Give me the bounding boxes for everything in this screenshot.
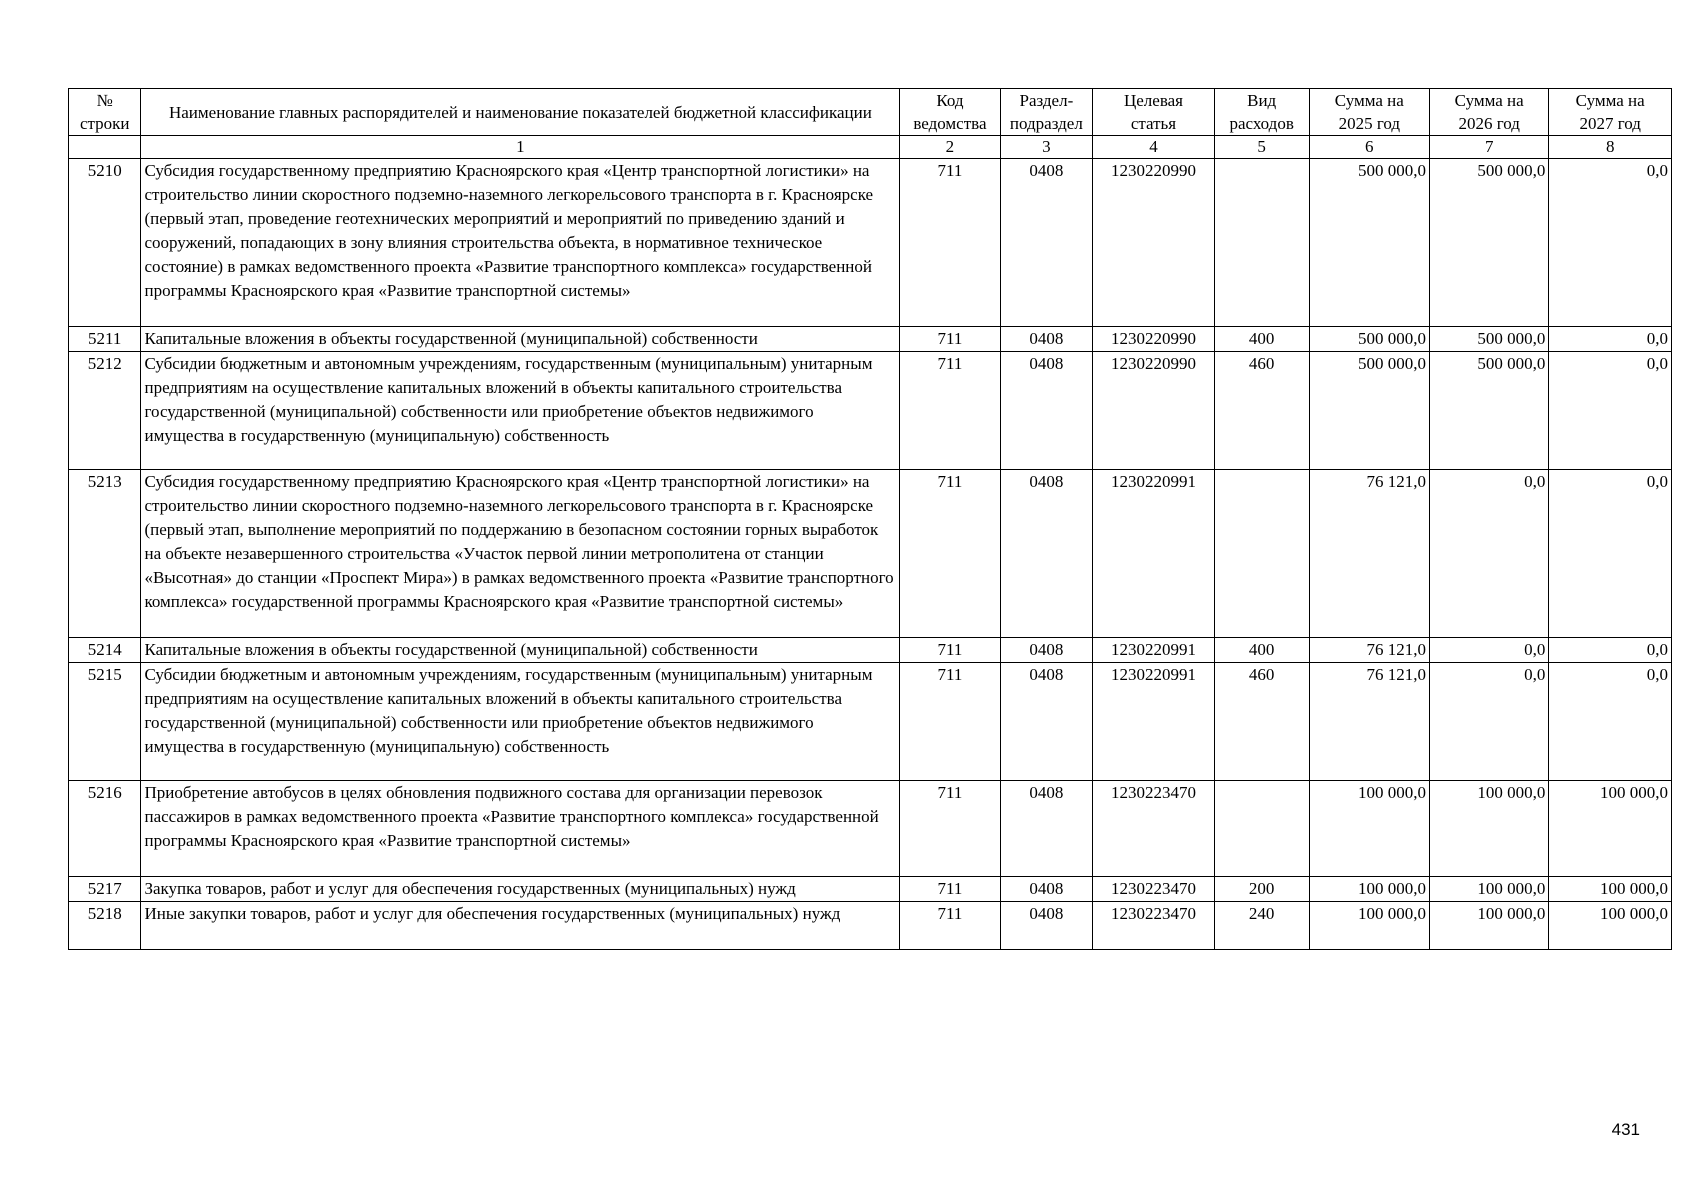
sum-2026: 100 000,0 bbox=[1430, 877, 1549, 902]
dept-code: 711 bbox=[900, 877, 1000, 902]
table-row bbox=[69, 781, 1672, 877]
target-article: 1230220990 bbox=[1093, 352, 1215, 470]
target-article: 1230223470 bbox=[1093, 877, 1215, 902]
section-code: 0408 bbox=[1000, 159, 1093, 327]
budget-table bbox=[68, 88, 1672, 950]
sum-2025: 500 000,0 bbox=[1309, 327, 1429, 352]
row-name: Субсидия государственному предприятию Красноярского края «Центр транспортной логистики» на строительство линии скоростного подземно-наземного легкорельсового транспорта в г. Красноярске (первый этап, проведение геотехнических мероприятий и мероприятий по приведению зданий и сооружений, попадающих в зону влияния строительства объекта, в нормативное техническое состояние) в рамках ведомственного проекта «Развитие транспортного комплекса» государственной программы Красноярского края «Развитие транспортной системы» bbox=[141, 159, 900, 327]
dept-code: 711 bbox=[900, 352, 1000, 470]
sum-2026: 500 000,0 bbox=[1430, 159, 1549, 327]
dept-code: 711 bbox=[900, 663, 1000, 781]
row-number: 5217 bbox=[69, 877, 141, 902]
row-name: Иные закупки товаров, работ и услуг для обеспечения государственных (муниципальных) нужд bbox=[141, 902, 900, 950]
header-target-article: Целевая статья bbox=[1093, 89, 1215, 136]
column-number: 7 bbox=[1430, 136, 1549, 159]
header-sum-2026: Сумма на 2026 год bbox=[1430, 89, 1549, 136]
column-number: 1 bbox=[141, 136, 900, 159]
sum-2027: 0,0 bbox=[1549, 663, 1672, 781]
sum-2026: 0,0 bbox=[1430, 663, 1549, 781]
target-article: 1230223470 bbox=[1093, 781, 1215, 877]
expense-type: 460 bbox=[1214, 352, 1309, 470]
target-article: 1230220991 bbox=[1093, 663, 1215, 781]
section-code: 0408 bbox=[1000, 781, 1093, 877]
header-name: Наименование главных распорядителей и наименование показателей бюджетной классификации bbox=[141, 89, 900, 136]
target-article: 1230223470 bbox=[1093, 902, 1215, 950]
row-number: 5210 bbox=[69, 159, 141, 327]
row-name: Приобретение автобусов в целях обновления подвижного состава для организации перевозок пассажиров в рамках ведомственного проекта «Развитие транспортного комплекса» государственной программы Красноярского края «Развитие транспортной системы» bbox=[141, 781, 900, 877]
sum-2025: 76 121,0 bbox=[1309, 470, 1429, 638]
sum-2026: 100 000,0 bbox=[1430, 902, 1549, 950]
sum-2027: 0,0 bbox=[1549, 470, 1672, 638]
section-code: 0408 bbox=[1000, 327, 1093, 352]
table-row bbox=[69, 327, 1672, 352]
sum-2027: 0,0 bbox=[1549, 638, 1672, 663]
dept-code: 711 bbox=[900, 470, 1000, 638]
column-number: 2 bbox=[900, 136, 1000, 159]
sum-2026: 500 000,0 bbox=[1430, 327, 1549, 352]
row-number: 5218 bbox=[69, 902, 141, 950]
header-sum-2025: Сумма на 2025 год bbox=[1309, 89, 1429, 136]
sum-2026: 0,0 bbox=[1430, 470, 1549, 638]
header-section: Раздел- подраздел bbox=[1000, 89, 1093, 136]
sum-2026: 500 000,0 bbox=[1430, 352, 1549, 470]
table-row bbox=[69, 352, 1672, 470]
dept-code: 711 bbox=[900, 159, 1000, 327]
column-number: 5 bbox=[1214, 136, 1309, 159]
sum-2027: 0,0 bbox=[1549, 352, 1672, 470]
header-expense-type: Вид расходов bbox=[1214, 89, 1309, 136]
row-number: 5215 bbox=[69, 663, 141, 781]
dept-code: 711 bbox=[900, 638, 1000, 663]
table-row bbox=[69, 159, 1672, 327]
row-number: 5212 bbox=[69, 352, 141, 470]
row-name: Субсидия государственному предприятию Красноярского края «Центр транспортной логистики» на строительство линии скоростного подземно-наземного легкорельсового транспорта в г. Красноярске (первый этап, выполнение мероприятий по поддержанию в безопасном состоянии горных выработок на объекте незавершенного строительства «Участок первой линии метрополитена от станции «Высотная» до станции «Проспект Мира») в рамках ведомственного проекта «Развитие транспортного комплекса» государственной программы Красноярского края «Развитие транспортной системы» bbox=[141, 470, 900, 638]
header-dept-code: Код ведомства bbox=[900, 89, 1000, 136]
sum-2026: 100 000,0 bbox=[1430, 781, 1549, 877]
dept-code: 711 bbox=[900, 902, 1000, 950]
section-code: 0408 bbox=[1000, 663, 1093, 781]
expense-type bbox=[1214, 781, 1309, 877]
expense-type: 460 bbox=[1214, 663, 1309, 781]
header-sum-2027: Сумма на 2027 год bbox=[1549, 89, 1672, 136]
sum-2026: 0,0 bbox=[1430, 638, 1549, 663]
sum-2025: 100 000,0 bbox=[1309, 902, 1429, 950]
section-code: 0408 bbox=[1000, 352, 1093, 470]
column-number: 6 bbox=[1309, 136, 1429, 159]
sum-2025: 500 000,0 bbox=[1309, 159, 1429, 327]
expense-type bbox=[1214, 470, 1309, 638]
sum-2025: 76 121,0 bbox=[1309, 663, 1429, 781]
target-article: 1230220991 bbox=[1093, 638, 1215, 663]
sum-2025: 76 121,0 bbox=[1309, 638, 1429, 663]
sum-2025: 500 000,0 bbox=[1309, 352, 1429, 470]
target-article: 1230220991 bbox=[1093, 470, 1215, 638]
row-number: 5216 bbox=[69, 781, 141, 877]
table-row bbox=[69, 663, 1672, 781]
row-number: 5211 bbox=[69, 327, 141, 352]
section-code: 0408 bbox=[1000, 470, 1093, 638]
row-name: Субсидии бюджетным и автономным учреждениям, государственным (муниципальным) унитарным предприятиям на осуществление капитальных вложений в объекты капитального строительства государственной (муниципальной) собственности или приобретение объектов недвижимого имущества в государственную (муниципальную) собственность bbox=[141, 663, 900, 781]
column-number: 8 bbox=[1549, 136, 1672, 159]
column-number-row bbox=[69, 136, 1672, 159]
row-name: Капитальные вложения в объекты государственной (муниципальной) собственности bbox=[141, 638, 900, 663]
row-name: Капитальные вложения в объекты государственной (муниципальной) собственности bbox=[141, 327, 900, 352]
dept-code: 711 bbox=[900, 327, 1000, 352]
sum-2027: 0,0 bbox=[1549, 159, 1672, 327]
section-code: 0408 bbox=[1000, 877, 1093, 902]
expense-type: 200 bbox=[1214, 877, 1309, 902]
row-number: 5214 bbox=[69, 638, 141, 663]
expense-type: 400 bbox=[1214, 327, 1309, 352]
row-name: Субсидии бюджетным и автономным учреждениям, государственным (муниципальным) унитарным предприятиям на осуществление капитальных вложений в объекты капитального строительства государственной (муниципальной) собственности или приобретение объектов недвижимого имущества в государственную (муниципальную) собственность bbox=[141, 352, 900, 470]
target-article: 1230220990 bbox=[1093, 159, 1215, 327]
header-row bbox=[69, 89, 1672, 136]
table-row bbox=[69, 470, 1672, 638]
sum-2027: 0,0 bbox=[1549, 327, 1672, 352]
sum-2025: 100 000,0 bbox=[1309, 781, 1429, 877]
page-number: 431 bbox=[1611, 1120, 1640, 1139]
sum-2027: 100 000,0 bbox=[1549, 877, 1672, 902]
header-row-no: № строки bbox=[69, 89, 141, 136]
expense-type bbox=[1214, 159, 1309, 327]
sum-2027: 100 000,0 bbox=[1549, 781, 1672, 877]
table-row bbox=[69, 638, 1672, 663]
column-number bbox=[69, 136, 141, 159]
row-name: Закупка товаров, работ и услуг для обеспечения государственных (муниципальных) нужд bbox=[141, 877, 900, 902]
expense-type: 240 bbox=[1214, 902, 1309, 950]
table-row bbox=[69, 877, 1672, 902]
expense-type: 400 bbox=[1214, 638, 1309, 663]
table-row bbox=[69, 902, 1672, 950]
sum-2027: 100 000,0 bbox=[1549, 902, 1672, 950]
section-code: 0408 bbox=[1000, 902, 1093, 950]
dept-code: 711 bbox=[900, 781, 1000, 877]
column-number: 4 bbox=[1093, 136, 1215, 159]
column-number: 3 bbox=[1000, 136, 1093, 159]
section-code: 0408 bbox=[1000, 638, 1093, 663]
row-number: 5213 bbox=[69, 470, 141, 638]
target-article: 1230220990 bbox=[1093, 327, 1215, 352]
sum-2025: 100 000,0 bbox=[1309, 877, 1429, 902]
